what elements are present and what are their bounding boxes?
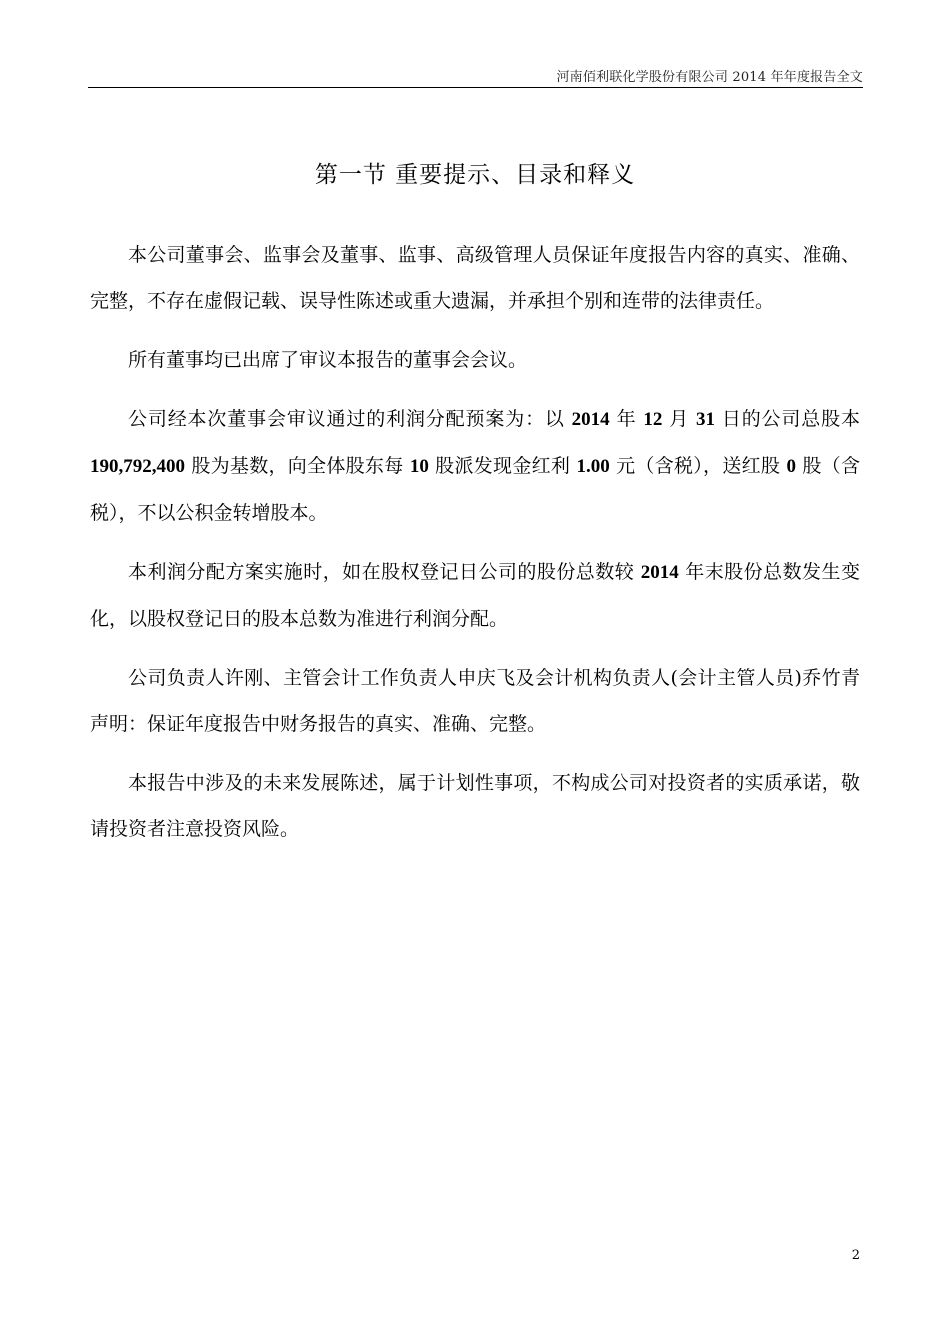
- section-title: 第一节 重要提示、目录和释义: [314, 162, 636, 188]
- forward-looking-paragraph: 本报告中涉及的未来发展陈述，属于计划性事项，不构成公司对投资者的实质承诺，敬请投资者注意投资风险。: [90, 772, 860, 840]
- notice-content: [90, 232, 860, 865]
- distribution-adjustment-paragraph: 本利润分配方案实施时，如在股权登记日公司的股份总数较 2014 年末股份总数发生变化，以股权登记日的股本总数为准进行利润分配。: [90, 561, 861, 630]
- responsible-persons-paragraph: 公司负责人许刚、主管会计工作负责人申庆飞及会计机构负责人(会计主管人员)乔竹青声明：保证年度报告中财务报告的真实、准确、完整。: [90, 667, 860, 735]
- report-header: 河南佰利联化学股份有限公司 2014 年年度报告全文: [556, 70, 863, 85]
- attendance-paragraph: 所有董事均已出席了审议本报告的董事会会议。: [128, 349, 528, 371]
- board-guarantee-paragraph: 本公司董事会、监事会及董事、监事、高级管理人员保证年度报告内容的真实、准确、完整，不存在虚假记载、误导性陈述或重大遗漏，并承担个别和连带的法律责任。: [90, 244, 860, 312]
- profit-distribution-paragraph: 公司经本次董事会审议通过的利润分配预案为：以 2014 年 12 月 31 日的公司总股本 190,792,400 股为基数，向全体股东每 10 股派发现金红利 1.00 元（含税），送红股 0 股（含税），不以公积金转增股本。: [90, 408, 860, 524]
- header-divider: [88, 87, 863, 88]
- page-number: 2: [851, 1248, 860, 1263]
